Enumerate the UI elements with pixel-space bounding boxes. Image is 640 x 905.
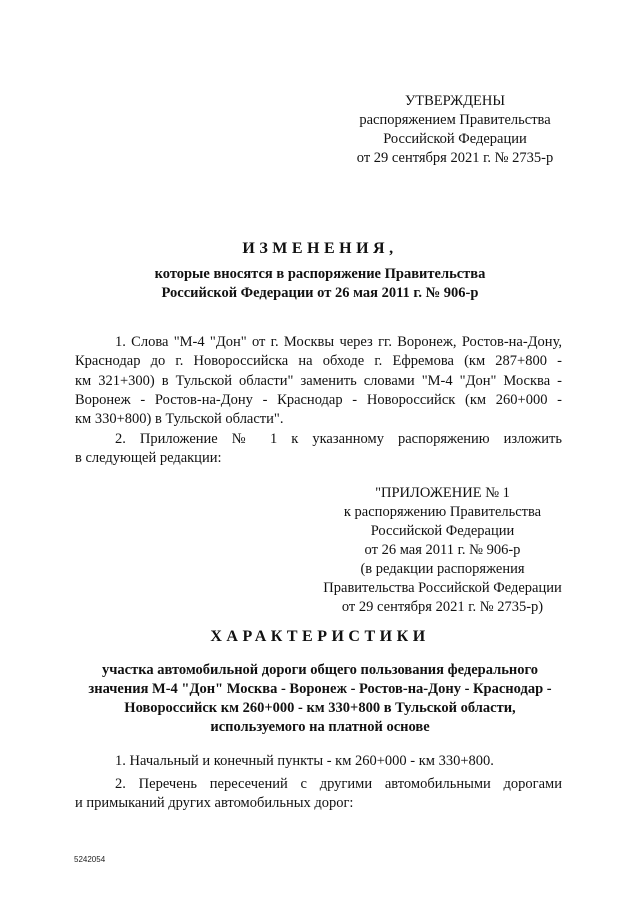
- subtitle-line: Новороссийск км 260+000 - км 330+800 в Тульской области,: [124, 700, 516, 716]
- approval-stamp: [330, 92, 580, 168]
- paragraph-line: 1. Слова "М-4 "Дон" от г. Москвы через гг. Воронеж, Ростов-на-Дону,: [115, 334, 562, 350]
- appendix-line: Правительства Российской Федерации: [323, 580, 562, 596]
- appendix-line: от 26 мая 2011 г. № 906-р: [364, 542, 521, 558]
- changes-title: ИЗМЕНЕНИЯ,: [242, 240, 398, 257]
- paragraph-line: 2. Приложение № 1 к указанному распоряжению изложить: [115, 431, 562, 447]
- appendix-line: от 29 сентября 2021 г. № 2735-р): [341, 599, 544, 615]
- characteristics-item-2: [75, 775, 562, 814]
- paragraph-line: км 330+800) в Тульской области".: [75, 411, 284, 428]
- approval-line: распоряжением Правительства: [359, 112, 551, 128]
- approval-line: Российской Федерации: [383, 131, 527, 147]
- subtitle-line: значения М-4 "Дон" Москва - Воронеж - Ростов-на-Дону - Краснодар -: [88, 681, 552, 697]
- paragraph-line: км 321+300) в Тульской области" заменить словами "М-4 "Дон" Москва -: [75, 372, 562, 389]
- characteristics-item-1: [75, 752, 562, 771]
- paragraph-line: в следующей редакции:: [75, 450, 222, 467]
- paragraph-line: и примыканий других автомобильных дорог:: [75, 795, 354, 812]
- subtitle-line: используемого на платной основе: [210, 719, 430, 735]
- appendix-line: к распоряжению Правительства: [343, 504, 542, 520]
- subtitle-line: участка автомобильной дороги общего пользования федерального: [101, 662, 538, 678]
- paragraph-line: Краснодар до г. Новороссийска на обходе г. Ефремова (км 287+800 -: [75, 353, 562, 370]
- paragraph-line: 1. Начальный и конечный пункты - км 260+000 - км 330+800.: [115, 753, 494, 769]
- document-number: 5242054: [74, 855, 106, 864]
- appendix-line: Российской Федерации: [370, 523, 515, 539]
- changes-subtitle: [60, 265, 580, 303]
- changes-item-1: [75, 333, 562, 429]
- paragraph-line: Воронеж - Ростов-на-Дону - Краснодар - Новороссийск (км 260+000 -: [75, 391, 562, 408]
- characteristics-subtitle: [60, 661, 580, 737]
- subtitle-line: Российской Федерации от 26 мая 2011 г. № 906-р: [161, 285, 479, 301]
- appendix-header: [300, 484, 585, 617]
- approval-line: от 29 сентября 2021 г. № 2735-р: [356, 150, 554, 166]
- approval-line: УТВЕРЖДЕНЫ: [404, 93, 506, 109]
- appendix-line: (в редакции распоряжения: [360, 561, 525, 577]
- paragraph-line: 2. Перечень пересечений с другими автомобильными дорогами: [115, 776, 562, 792]
- appendix-line: "ПРИЛОЖЕНИЕ № 1: [375, 485, 510, 501]
- subtitle-line: которые вносятся в распоряжение Правительства: [154, 266, 486, 282]
- changes-item-2: [75, 430, 562, 469]
- characteristics-title: ХАРАКТЕРИСТИКИ: [210, 628, 430, 645]
